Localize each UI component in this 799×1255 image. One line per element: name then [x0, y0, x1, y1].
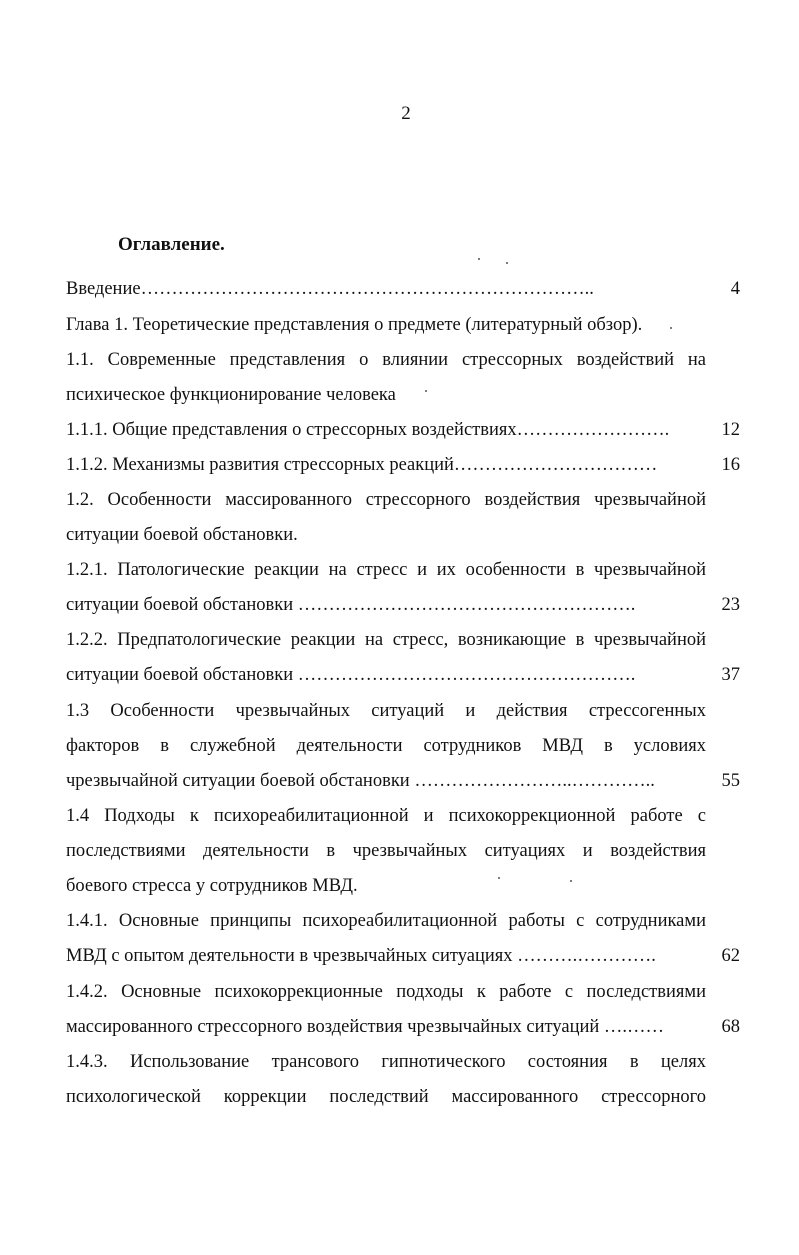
toc-entry-text: ситуации боевой обстановки ………………………………………………. — [66, 665, 636, 685]
toc-entry-text: 1.1. Современные представления о влиянии стрессорных воздействий на — [66, 350, 706, 370]
toc-entry-text: 1.1.2. Механизмы развития стрессорных реакций…………………………… — [66, 455, 658, 475]
toc-entry-text: массированного стрессорного воздействия чрезвычайных ситуаций ….…… — [66, 1017, 665, 1037]
toc-title: Оглавление. — [118, 234, 225, 255]
toc-entry-text: Введение……………………………………………………………….. — [66, 279, 594, 299]
toc-entry-text: 1.2. Особенности массированного стрессорного воздействия чрезвычайной — [66, 490, 706, 510]
toc-entry-page: 62 — [721, 946, 740, 966]
toc-entry-text: 1.4.3. Использование трансового гипнотического состояния в целях — [66, 1052, 706, 1072]
scan-speck — [670, 327, 672, 329]
toc-entry-text: ситуации боевой обстановки. — [66, 525, 298, 545]
toc-entry-page: 37 — [721, 665, 740, 685]
toc-entry-text: 1.4.1. Основные принципы психореабилитационной работы с сотрудниками — [66, 911, 706, 931]
scan-speck — [478, 258, 480, 260]
toc-entry-text: факторов в служебной деятельности сотрудников МВД в условиях — [66, 736, 706, 756]
toc-entry-text: 1.1.1. Общие представления о стрессорных воздействиях……………………. — [66, 420, 670, 440]
scan-speck — [498, 877, 500, 879]
toc-entry-text: 1.4.2. Основные психокоррекционные подходы к работе с последствиями — [66, 982, 706, 1002]
toc-entry-text: боевого стресса у сотрудников МВД. — [66, 876, 358, 896]
toc-entry-page: 12 — [721, 420, 740, 440]
page-number: 2 — [401, 103, 411, 124]
toc-entry-text: 1.4 Подходы к психореабилитационной и психокоррекционной работе с — [66, 806, 706, 826]
toc-entry-text: психическое функционирование человека — [66, 385, 396, 405]
scan-speck — [425, 390, 427, 392]
toc-entry-page: 16 — [721, 455, 740, 475]
toc-entry-text: Глава 1. Теоретические представления о предмете (литературный обзор). — [66, 315, 643, 335]
toc-entry-text: ситуации боевой обстановки ………………………………………………. — [66, 595, 636, 615]
toc-entry-text: 1.3 Особенности чрезвычайных ситуаций и действия стрессогенных — [66, 701, 706, 721]
toc-entry-text: 1.2.1. Патологические реакции на стресс и их особенности в чрезвычайной — [66, 560, 706, 580]
toc-entry-text: последствиями деятельности в чрезвычайных ситуациях и воздействия — [66, 841, 706, 861]
toc-entry-page: 4 — [730, 279, 740, 299]
scan-speck — [506, 262, 508, 264]
toc-entry-page: 68 — [721, 1017, 740, 1037]
toc-entry-page: 23 — [721, 595, 740, 615]
toc-entry-text: чрезвычайной ситуации боевой обстановки ……………………..………….. — [66, 771, 655, 791]
toc-entry-page: 55 — [721, 771, 740, 791]
scan-speck — [570, 880, 572, 882]
toc-entry-text: МВД с опытом деятельности в чрезвычайных ситуациях ……….…………. — [66, 946, 656, 966]
toc-entry-text: 1.2.2. Предпатологические реакции на стресс, возникающие в чрезвычайной — [66, 630, 706, 650]
toc-entry-text: психологической коррекции последствий массированного стрессорного — [66, 1087, 706, 1107]
